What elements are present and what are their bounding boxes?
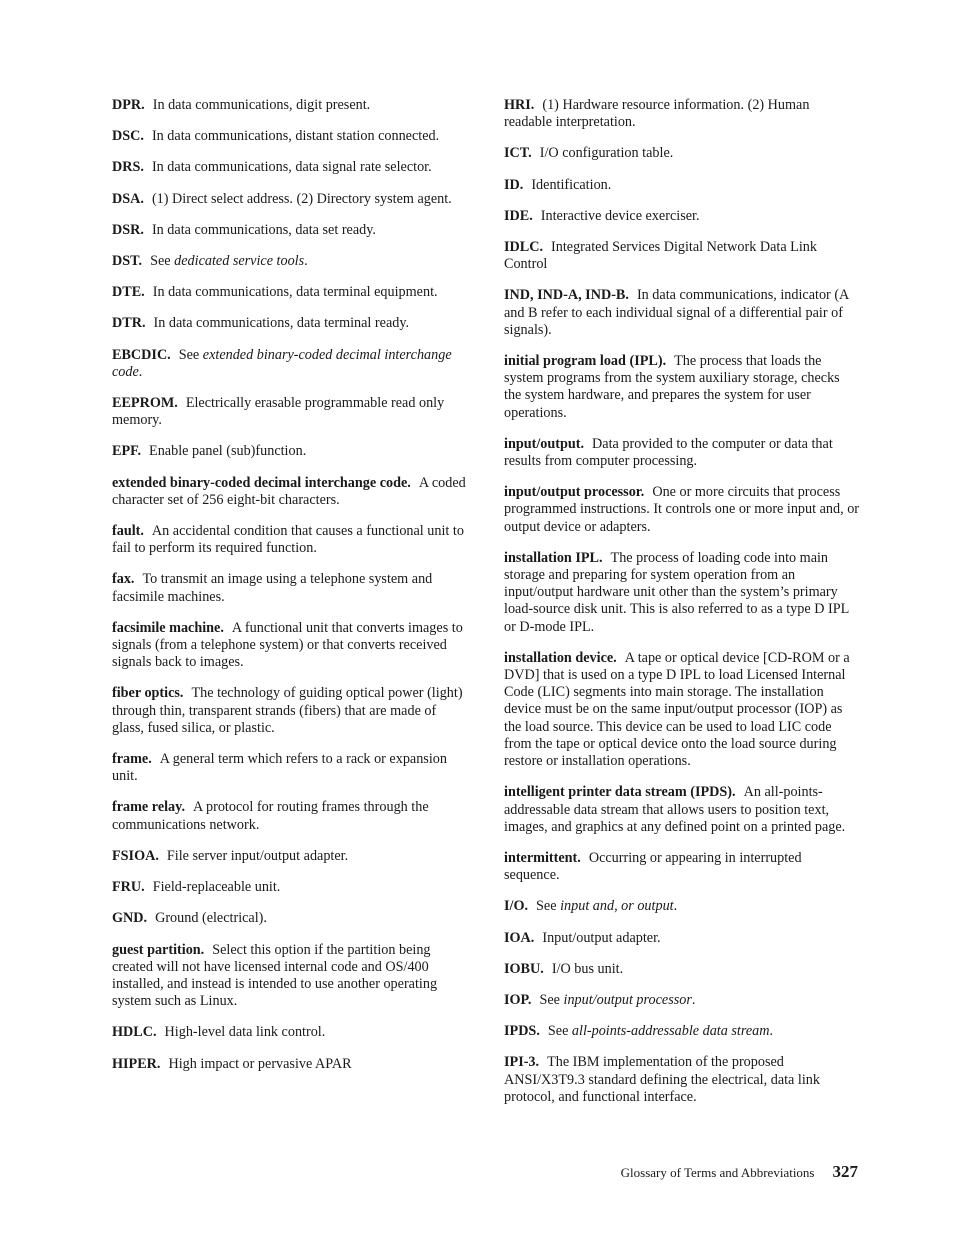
glossary-entry: [112, 315, 469, 332]
glossary-entry: [504, 1054, 860, 1106]
glossary-term: GND.: [112, 910, 148, 927]
glossary-term: initial program load (IPL).: [504, 353, 667, 370]
glossary-term: EPF.: [112, 443, 142, 460]
glossary-term: IND, IND-A, IND-B.: [504, 287, 629, 304]
glossary-term: DST.: [112, 253, 143, 270]
glossary-left-column: [112, 97, 469, 1087]
glossary-term: HRI.: [504, 97, 535, 113]
glossary-term: fax.: [112, 571, 135, 588]
glossary-entry: [504, 208, 860, 225]
glossary-entry: [504, 287, 860, 339]
page-number: 327: [832, 1162, 858, 1181]
glossary-term: HIPER.: [112, 1055, 161, 1072]
footer-title: Glossary of Terms and Abbreviations: [620, 1165, 815, 1180]
glossary-term: IDE.: [504, 207, 533, 224]
glossary-term: installation IPL.: [504, 549, 603, 566]
glossary-entry: [112, 284, 469, 301]
glossary-term: facsimile machine.: [112, 619, 224, 636]
glossary-definition: High-level data link control.: [164, 1024, 326, 1041]
glossary-definition: To transmit an image using a telephone system and facsimile machines.: [112, 571, 433, 605]
reference-punctuation: .: [138, 363, 143, 380]
glossary-definition: File server input/output adapter.: [166, 847, 349, 864]
glossary-entry: [112, 620, 469, 672]
glossary-entry: [112, 685, 469, 737]
see-prefix: See: [536, 898, 561, 915]
glossary-entry: [112, 128, 469, 145]
glossary-entry: [112, 347, 469, 381]
glossary-term: DTR.: [112, 315, 146, 332]
glossary-term: IOA.: [504, 929, 535, 946]
glossary-term: FRU.: [112, 879, 145, 896]
glossary-definition: A coded character set of 256 eight-bit characters.: [112, 474, 466, 508]
glossary-definition: One or more circuits that process programmed instructions. It controls one or more input and, or output device or adapters.: [504, 484, 860, 535]
glossary-term: installation device.: [504, 649, 617, 666]
glossary-term: extended binary-coded decimal interchange code.: [112, 474, 411, 491]
glossary-entry: [112, 253, 469, 270]
glossary-term: input/output processor.: [504, 484, 645, 501]
reference-punctuation: .: [304, 253, 308, 270]
glossary-definition: A functional unit that converts images to signals (from a telephone system) or that converts received signals back to images.: [112, 619, 463, 671]
glossary-entry: [504, 850, 860, 884]
glossary-term: DSR.: [112, 221, 144, 238]
glossary-definition: A protocol for routing frames through the communications network.: [112, 799, 429, 833]
glossary-right-column: [504, 97, 860, 1120]
glossary-term: ID.: [504, 176, 524, 193]
glossary-term: IOP.: [504, 991, 532, 1008]
glossary-definition: Interactive device exerciser.: [540, 207, 700, 224]
glossary-definition: In data communications, data terminal ready.: [153, 315, 410, 332]
glossary-definition: Select this option if the partition being created will not have licensed internal code and OS/400 installed, and instead is intended to use another operating system such as Linux.: [112, 941, 438, 1010]
glossary-entry: [504, 992, 860, 1009]
glossary-entry: [504, 436, 860, 470]
see-prefix: See: [150, 253, 175, 270]
glossary-definition: The process of loading code into main storage and preparing for system operation from an input/output hardware unit other than the system’s primary load-source disk unit. This is also referred to as a type D IPL or D-mode IPL.: [504, 549, 849, 635]
glossary-definition: In data communications, distant station connected.: [151, 128, 440, 145]
glossary-term: IDLC.: [504, 239, 544, 256]
reference-punctuation: .: [769, 1023, 774, 1040]
glossary-definition: A general term which refers to a rack or expansion unit.: [112, 751, 447, 785]
glossary-term: frame.: [112, 751, 152, 768]
glossary-entry: [504, 145, 860, 162]
glossary-definition: Ground (electrical).: [155, 910, 267, 927]
glossary-definition: [548, 1023, 773, 1039]
glossary-definition: In data communications, data signal rate selector.: [151, 159, 432, 176]
glossary-entry: [112, 848, 469, 865]
glossary-definition: [539, 992, 695, 1008]
glossary-term: IPI-3.: [504, 1054, 540, 1071]
glossary-entry: [112, 443, 469, 460]
glossary-definition: (1) Direct select address. (2) Directory system agent.: [151, 190, 452, 207]
glossary-entry: [504, 239, 860, 273]
page-footer: [621, 1162, 858, 1182]
cross-reference: dedicated service tools: [174, 253, 305, 270]
glossary-definition: An accidental condition that causes a functional unit to fail to perform its required function.: [112, 523, 464, 557]
see-prefix: See: [547, 1023, 572, 1040]
reference-punctuation: .: [691, 991, 696, 1008]
glossary-term: intermittent.: [504, 849, 581, 866]
glossary-definition: Enable panel (sub)function.: [149, 443, 307, 460]
glossary-entry: [112, 799, 469, 833]
glossary-term: input/output.: [504, 435, 585, 452]
glossary-entry: [112, 1056, 469, 1073]
glossary-term: EBCDIC.: [112, 346, 171, 363]
glossary-term: EEPROM.: [112, 395, 178, 412]
glossary-entry: [112, 222, 469, 239]
cross-reference: input/output processor: [563, 991, 692, 1008]
glossary-definition: Occurring or appearing in interrupted sequence.: [504, 849, 802, 884]
glossary-definition: High impact or pervasive APAR: [168, 1055, 352, 1072]
glossary-entry: [112, 191, 469, 208]
glossary-entry: [504, 550, 860, 636]
glossary-term: fault.: [112, 523, 144, 540]
glossary-definition: An all-points-addressable data stream that allows users to position text, images, and graphics at any defined point on a printed page.: [504, 784, 846, 835]
glossary-entry: [504, 930, 860, 947]
glossary-term: intelligent printer data stream (IPDS).: [504, 784, 736, 801]
glossary-definition: A tape or optical device [CD-ROM or a DVD] that is used on a type D IPL to load Licensed Internal Code (LIC) segments into main storage. The installation device must be on the same input/output processor (IOP) as the load source. This device can be used to load LIC code from the tape or optical device onto the load source during restore or installation operations.: [504, 649, 850, 770]
glossary-term: DSC.: [112, 128, 144, 145]
glossary-entry: [504, 97, 860, 131]
glossary-definition: I/O configuration table.: [539, 145, 674, 162]
glossary-entry: [112, 879, 469, 896]
glossary-term: I/O.: [504, 898, 529, 915]
glossary-term: FSIOA.: [112, 847, 159, 864]
cross-reference: all-points-addressable data stream: [571, 1023, 770, 1040]
glossary-definition: Input/output adapter.: [542, 929, 661, 946]
glossary-term: DPR.: [112, 97, 145, 113]
glossary-entry: [504, 484, 860, 536]
glossary-term: DTE.: [112, 284, 145, 301]
glossary-definition: In data communications, digit present.: [152, 97, 371, 113]
glossary-term: IPDS.: [504, 1023, 540, 1040]
glossary-definition: [536, 898, 677, 914]
glossary-term: DRS.: [112, 159, 144, 176]
glossary-definition: The IBM implementation of the proposed ANSI/X3T9.3 standard defining the electrical, data link protocol, and functional interface.: [504, 1054, 820, 1105]
glossary-entry: [504, 353, 860, 422]
glossary-entry: [504, 961, 860, 978]
glossary-term: IOBU.: [504, 960, 544, 977]
glossary-term: ICT.: [504, 145, 532, 162]
glossary-definition: The process that loads the system programs from the system auxiliary storage, checks the system hardware, and prepares the system for user operations.: [504, 353, 840, 421]
glossary-definition: I/O bus unit.: [551, 960, 624, 977]
glossary-entry: [112, 1024, 469, 1041]
see-prefix: See: [539, 991, 564, 1008]
glossary-definition: Electrically erasable programmable read only memory.: [112, 395, 445, 429]
glossary-term: DSA.: [112, 190, 144, 207]
glossary-entry: [112, 97, 469, 114]
glossary-term: HDLC.: [112, 1024, 157, 1041]
glossary-entry: [112, 571, 469, 605]
glossary-definition: Data provided to the computer or data that results from computer processing.: [504, 435, 833, 470]
glossary-definition: In data communications, data set ready.: [151, 221, 376, 238]
glossary-entry: [112, 395, 469, 429]
glossary-entry: [504, 177, 860, 194]
glossary-definition: Field-replaceable unit.: [152, 879, 281, 896]
glossary-definition: The technology of guiding optical power (light) through thin, transparent strands (fibers) that are made of glass, fused silica, or plastic.: [112, 685, 463, 736]
glossary-definition: In data communications, indicator (A and B refer to each individual signal of a differential pair of signals).: [504, 287, 849, 338]
glossary-definition: Identification.: [531, 176, 612, 193]
cross-reference: extended binary-coded decimal interchange code: [112, 346, 452, 380]
glossary-entry: [112, 751, 469, 785]
glossary-entry: [112, 523, 469, 557]
see-prefix: See: [178, 346, 203, 363]
glossary-entry: [112, 910, 469, 927]
glossary-term: frame relay.: [112, 799, 186, 816]
glossary-entry: [504, 784, 860, 836]
glossary-entry: [504, 898, 860, 915]
glossary-entry: [504, 650, 860, 770]
glossary-term: guest partition.: [112, 941, 205, 958]
glossary-entry: [504, 1023, 860, 1040]
glossary-definition: In data communications, data terminal equipment.: [152, 284, 438, 301]
glossary-entry: [112, 942, 469, 1011]
glossary-definition: [150, 253, 308, 269]
reference-punctuation: .: [673, 898, 678, 915]
cross-reference: input and, or output: [560, 898, 674, 915]
glossary-entry: [112, 475, 469, 509]
glossary-entry: [112, 159, 469, 176]
glossary-definition: (1) Hardware resource information. (2) Human readable interpretation.: [504, 97, 810, 131]
glossary-term: fiber optics.: [112, 685, 184, 702]
glossary-definition: Integrated Services Digital Network Data Link Control: [504, 239, 817, 273]
